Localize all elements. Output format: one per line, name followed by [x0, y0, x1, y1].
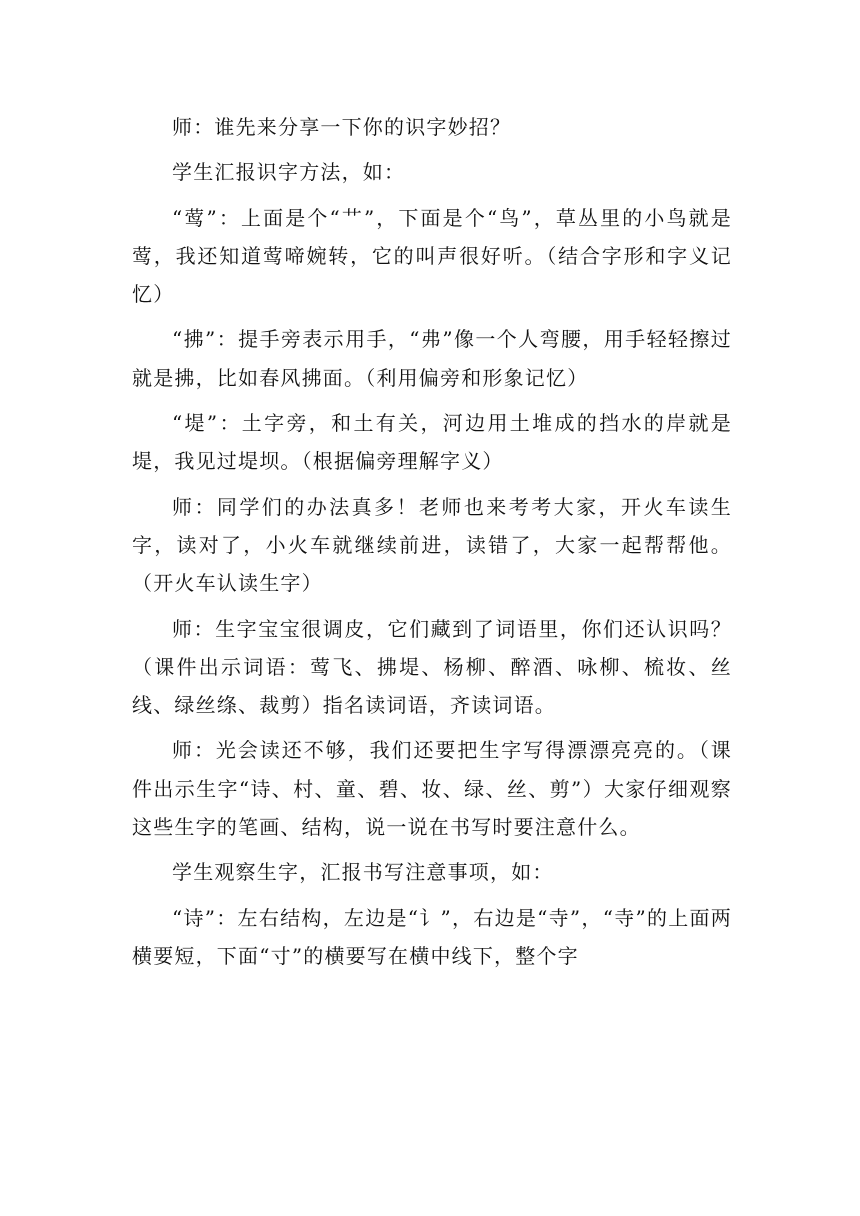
document-page: [132, 108, 732, 982]
paragraph-word-reading: 师：生字宝宝很调皮，它们藏到了词语里，你们还认识吗？（课件出示词语：莺飞、拂堤、杨柳、醉酒、咏柳、梳妆、丝线、绿丝绦、裁剪）指名读词语，齐读词语。: [132, 616, 732, 718]
paragraph-char-ying: “莺”：上面是个“艹”，下面是个“鸟”，草丛里的小鸟就是莺，我还知道莺啼婉转，它的叫声很好听。（结合字形和字义记忆）: [132, 205, 732, 307]
paragraph-student-observe: 学生观察生字，汇报书写注意事项，如：: [172, 860, 554, 885]
paragraph-train-reading: 师：同学们的办法真多！老师也来考考大家，开火车读生字，读对了，小火车就继续前进，读错了，大家一起帮帮他。（开火车认读生字）: [132, 494, 732, 596]
paragraph-teacher-question: 师：谁先来分享一下你的识字妙招？: [172, 115, 512, 139]
paragraph-char-shi: “诗”：左右结构，左边是“讠”，右边是“寺”，“寺”的上面两横要短，下面“寸”的横要写在横中线下，整个字: [132, 905, 732, 968]
paragraph-char-di: “堤”：土字旁，和土有关，河边用土堆成的挡水的岸就是堤，我见过堤坝。（根据偏旁理解字义）: [132, 411, 732, 474]
paragraph-char-fu: “拂”：提手旁表示用手，“弗”像一个人弯腰，用手轻轻擦过就是拂，比如春风拂面。（利用偏旁和形象记忆）: [132, 327, 732, 390]
paragraph-student-report: 学生汇报识字方法，如：: [172, 160, 406, 185]
paragraph-writing-intro: 师：光会读还不够，我们还要把生字写得漂漂亮亮的。（课件出示生字“诗、村、童、碧、妆、绿、丝、剪”）大家仔细观察这些生字的笔画、结构，说一说在书写时要注意什么。: [132, 738, 732, 840]
